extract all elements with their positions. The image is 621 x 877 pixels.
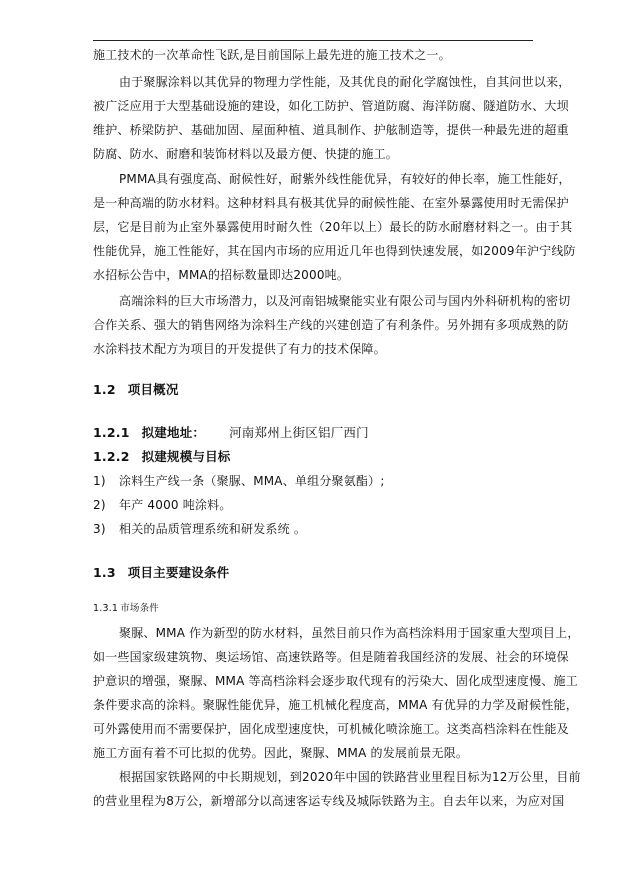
text-line: 水涂料技术配方为项目的开发提供了有力的技术保障。 [93,342,386,356]
subsection-heading [93,425,369,441]
text-line: 施工方面有着不可比拟的优势。因此，聚脲、MMA 的发展前景无限。 [93,746,469,760]
text-line: 层，它是目前为止室外暴露使用时耐久性（20年以上）最长的防水耐磨材料之一。由于其 [93,220,573,234]
subsubsection-number: 1.3.1 [93,603,119,614]
list-text: 年产 4000 吨涂料。 [119,498,232,512]
site-address: 河南郑州上街区铝厂西门 [229,425,369,440]
text-line: 是一种高端的防水材料。这种材料具有极其优异的耐候性能、在室外暴露使用时无需保护 [93,196,569,210]
text-line: PMMA具有强度高、耐候性好，耐紫外线性能优异，有较好的伸长率，施工性能好， [119,172,571,186]
text-line: 聚脲、MMA 作为新型的防水材料，虽然目前只作为高档涂料用于国家重大型项目上， [119,626,580,640]
text-line: 的营业里程为8万公，新增部分以高速客运专线及城际铁路为主。自去年以来，为应对国 [93,794,565,808]
section-heading [93,565,229,581]
header-rule [93,40,533,41]
section-title: 项目概况 [127,382,179,397]
text-line: 高端涂料的巨大市场潜力，以及河南铝城聚能实业有限公司与国内外科研机构的密切 [119,294,571,308]
text-line: 由于聚脲涂料以其优异的物理力学性能，及其优良的耐化学腐蚀性，自其问世以来， [119,75,571,89]
subsubsection-heading [93,601,159,617]
text-line: 施工技术的一次革命性飞跃,是目前国际上最先进的施工技术之一。 [93,48,451,62]
list-number: 3) [93,522,106,536]
text-line: 护意识的增强，聚脲、MMA 等高档涂料会逐步取代现有的污染大、固化成型速度慢、施工 [93,674,578,688]
subsubsection-title: 市场条件 [120,603,159,614]
list-number: 2) [93,498,106,512]
subsection-heading [93,449,231,465]
section-number: 1.2 [93,382,116,397]
list-item [93,497,232,513]
text-line: 性能优异，施工性能好，其在国内市场的应用近几年也得到快速发展，如2009年沪宁线防 [93,244,576,258]
text-line: 被广泛应用于大型基础设施的建设，如化工防护、管道防腐、海洋防腐、隧道防水、大坝 [93,99,569,113]
text-line: 可外露使用而不需要保护，固化成型速度快，可机械化喷涂施工。这类高档涂料在性能及 [93,722,569,736]
subsection-title: 拟建规模与目标 [141,449,231,464]
list-item [93,521,306,537]
subsection-number: 1.2.2 [93,449,130,464]
text-line: 条件要求高的涂料。聚脲性能优异，施工机械化程度高，MMA 有优异的力学及耐候性能， [93,698,578,712]
text-line: 如一些国家级建筑物、奥运场馆、高速铁路等。但是随着我国经济的发展、社会的环境保 [93,650,569,664]
section-number: 1.3 [93,565,116,580]
list-item [93,473,385,489]
text-line: 防腐、防水、耐磨和装饰材料以及最方便、快捷的施工。 [93,147,399,161]
text-line: 合作关系、强大的销售网络为涂料生产线的兴建创造了有利条件。另外拥有多项成熟的防 [93,318,569,332]
list-number: 1) [93,474,106,488]
text-line: 水招标公告中，MMA的招标数量即达2000吨。 [93,268,350,282]
list-text: 相关的品质管理系统和研发系统 。 [119,522,307,536]
list-text: 涂料生产线一条（聚脲、MMA、单组分聚氨酯）; [119,474,385,488]
text-line: 根据国家铁路网的中长期规划，到2020年中国的铁路营业里程目标为12万公里，目前 [119,770,581,784]
subsection-title: 拟建地址： [141,425,206,440]
subsection-number: 1.2.1 [93,425,130,440]
section-heading [93,382,179,398]
text-line: 维护、桥梁防护、基础加固、屋面种植、道具制作、护舷制造等，提供一种最先进的超重 [93,123,569,137]
section-title: 项目主要建设条件 [127,565,230,580]
